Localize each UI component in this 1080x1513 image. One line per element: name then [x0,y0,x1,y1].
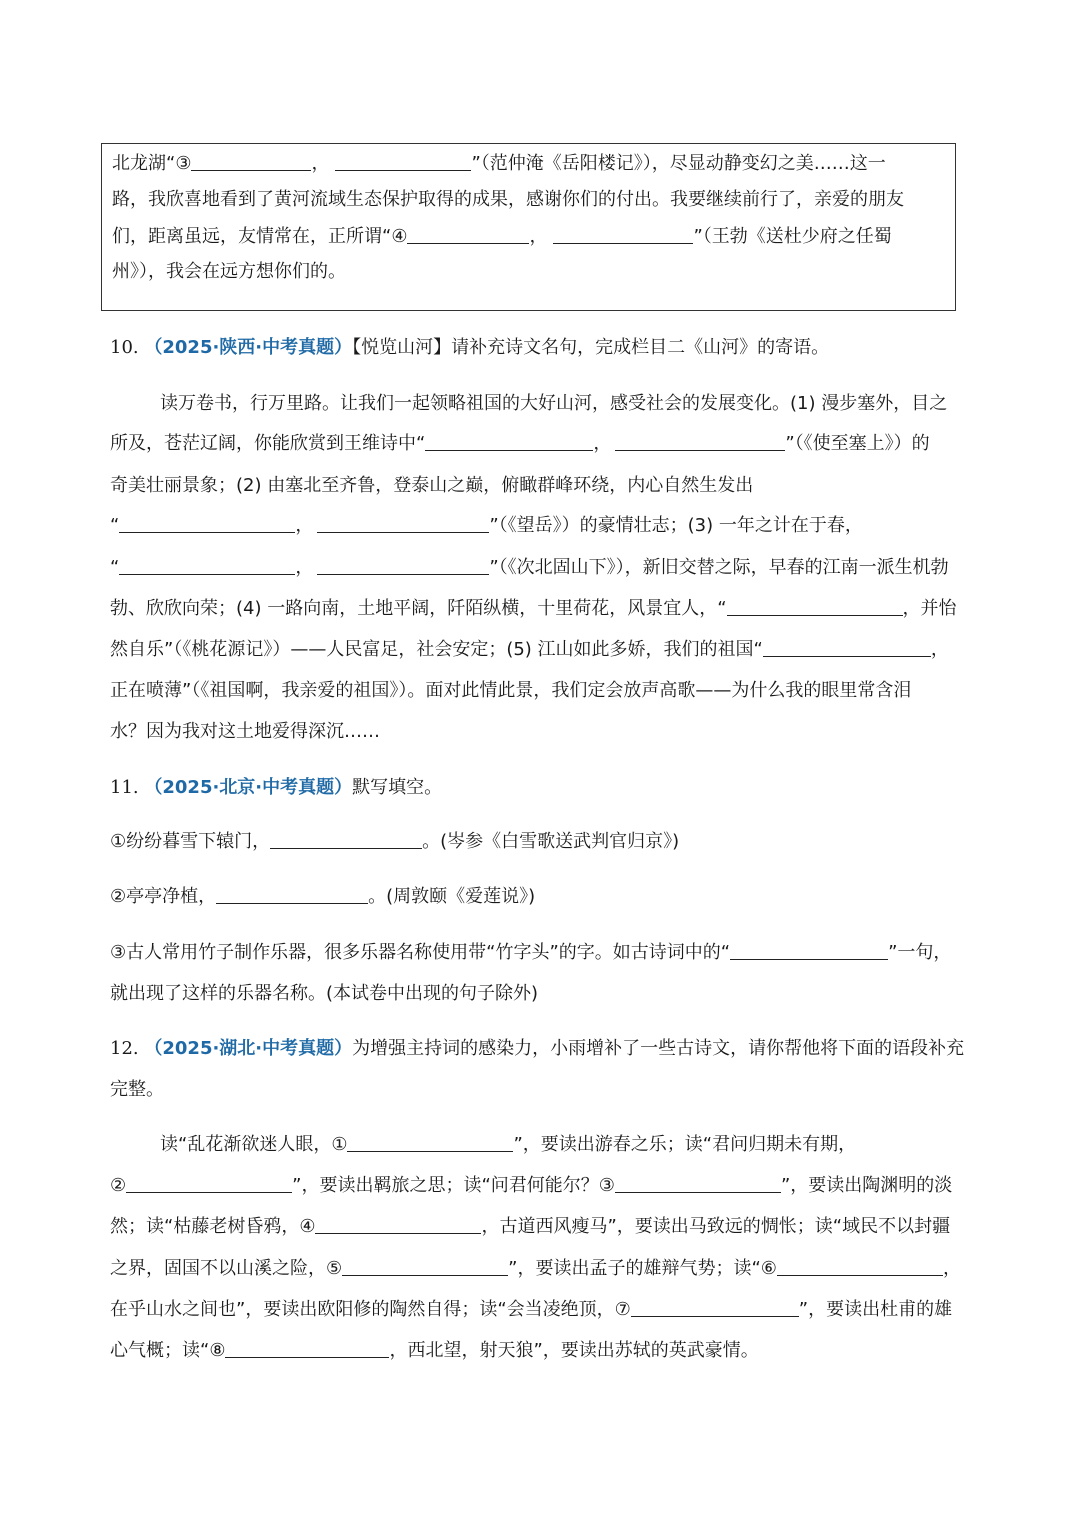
continued-passage-box [101,143,956,311]
box-line-1: 北龙湖“③ ， ”（范仲淹《岳阳楼记》），尽显动静变幻之美……这一 [112,153,886,174]
q10-para-line: 正在喷薄”（《祖国啊，我亲爱的祖国》）。面对此情此景，我们定会放声高歌——为什么我的眼里常含泪 [110,680,912,701]
q12-para-line: 之界，固国不以山溪之险，⑤ ”，要读出孟子的雄辩气势；读“⑥ ， [110,1258,961,1279]
q12-para-line: ② ”，要读出羁旅之思；读“问君何能尔？③ ”，要读出陶渊明的淡 [110,1175,953,1196]
blank[interactable] [270,830,422,849]
q12-para-line: 然；读“枯藤老树昏鸦，④ ，古道西风瘦马”，要读出马致远的惆怅；读“域民不以封疆 [110,1216,951,1237]
q10-para-line: “ ， ”（《望岳》）的豪情壮志；(3) 一年之计在于春， [110,515,863,536]
blank-4a[interactable] [407,225,529,244]
blank[interactable] [727,597,903,616]
blank[interactable] [119,514,295,533]
q10-para-line: 水？因为我对这土地爱得深沉…… [110,721,380,742]
blank[interactable] [216,885,368,904]
question-12-header: 12. （2025·湖北·中考真题）为增强主持词的感染力，小雨增补了一些古诗文，请你帮他将下面的语段补充 [110,1038,965,1059]
q10-para-line: 奇美壮丽景象；(2) 由塞北至齐鲁，登泰山之巅，俯瞰群峰环绕，内心自然生发出 [110,475,754,496]
blank[interactable] [342,1257,508,1276]
blank-4b[interactable] [553,225,693,244]
q11-item-2: ②亭亭净植， 。(周敦颐《爱莲说》) [110,886,536,907]
q10-para-line: 勃、欣欣向荣；(4) 一路向南，土地平阔，阡陌纵横，十里荷花，风景宜人，“ ，并怡 [110,598,957,619]
blank-3a[interactable] [191,152,311,171]
blank[interactable] [425,432,593,451]
blank[interactable] [730,941,888,960]
blank[interactable] [315,1215,481,1234]
question-10-header: 10. （2025·陕西·中考真题）【悦览山河】请补充诗文名句，完成栏目二《山河》的寄语。 [110,337,830,358]
q12-para-line: 读“乱花渐欲迷人眼，① ”，要读出游春之乐；读“君问归期未有期， [160,1134,857,1155]
q11-item-3-cont: 就出现了这样的乐器名称。(本试卷中出现的句子除外) [110,983,539,1004]
q10-para-line: “ ， ”（《次北固山下》），新旧交替之际，早春的江南一派生机勃 [110,557,949,578]
blank[interactable] [119,556,295,575]
blank[interactable] [347,1133,513,1152]
blank[interactable] [763,638,931,657]
q10-para-line: 所及，苍茫辽阔，你能欣赏到王维诗中“ ， ”（《使至塞上》）的 [110,433,930,454]
source-tag: （2025·北京·中考真题） [144,777,353,798]
box-line-3: 们，距离虽远，友情常在，正所谓“④ ， ”（王勃《送杜少府之任蜀 [112,226,892,247]
blank[interactable] [615,1174,781,1193]
blank[interactable] [317,556,489,575]
question-12-header-cont: 完整。 [110,1079,164,1100]
box-line-4: 州》），我会在远方想你们的。 [112,261,346,282]
blank-3b[interactable] [335,152,471,171]
blank[interactable] [225,1339,389,1358]
q10-para-line: 读万卷书，行万里路。让我们一起领略祖国的大好山河，感受社会的发展变化。(1) 漫步塞外，目之 [160,393,948,414]
source-tag: （2025·陕西·中考真题） [144,337,353,358]
q11-item-1: ①纷纷暮雪下辕门， 。(岑参《白雪歌送武判官归京》) [110,831,680,852]
blank[interactable] [615,432,785,451]
box-line-2: 路，我欣喜地看到了黄河流域生态保护取得的成果，感谢你们的付出。我要继续前行了，亲爱的朋友 [112,189,904,210]
blank[interactable] [126,1174,292,1193]
blank[interactable] [631,1298,799,1317]
q12-para-line: 在乎山水之间也”，要读出欧阳修的陶然自得；读“会当凌绝顶，⑦ ”，要读出杜甫的雄 [110,1299,953,1320]
q10-para-line: 然自乐”（《桃花源记》）——人民富足，社会安定；(5) 江山如此多娇，我们的祖国“ ， [110,639,949,660]
blank[interactable] [317,514,489,533]
blank[interactable] [777,1257,943,1276]
source-tag: （2025·湖北·中考真题） [144,1038,353,1059]
q12-para-line: 心气概；读“⑧ ，西北望，射天狼”，要读出苏轼的英武豪情。 [110,1340,759,1361]
q11-item-3: ③古人常用竹子制作乐器，很多乐器名称使用带“竹字头”的字。如古诗词中的“ ”一句， [110,942,952,963]
question-11-header: 11. （2025·北京·中考真题）默写填空。 [110,777,443,798]
